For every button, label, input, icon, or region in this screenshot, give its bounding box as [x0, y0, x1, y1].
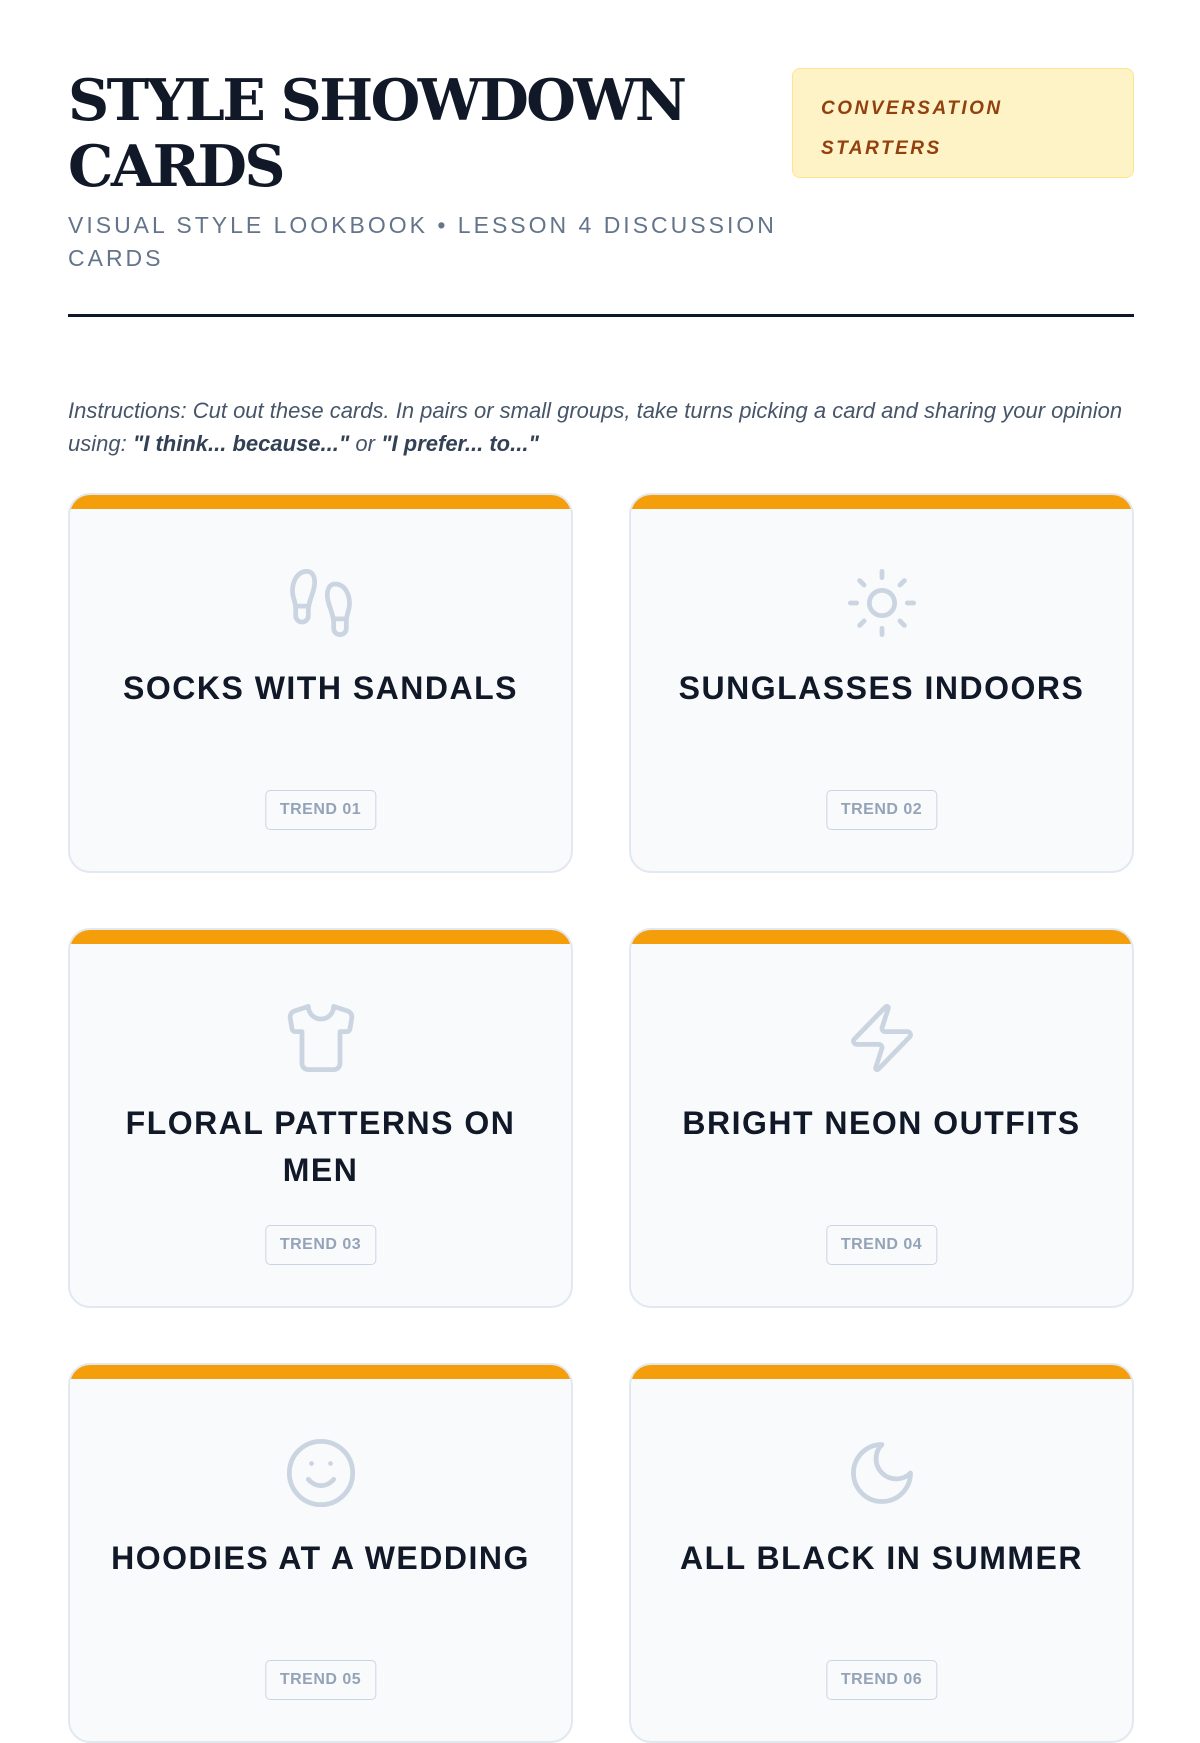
footprints-icon — [283, 565, 359, 641]
instructions-connector: or — [349, 431, 382, 456]
header-divider — [68, 314, 1134, 317]
trend-tag: TREND 05 — [265, 1660, 376, 1700]
page-subtitle: VISUAL STYLE LOOKBOOK • LESSON 4 DISCUSSION CARDS — [68, 212, 777, 271]
card-accent-bar — [70, 1365, 571, 1379]
trend-tag: TREND 03 — [265, 1225, 376, 1265]
trend-card-1 — [68, 493, 573, 873]
card-accent-bar — [631, 1365, 1132, 1379]
trend-card-6 — [629, 1363, 1134, 1743]
card-title: SUNGLASSES INDOORS — [678, 670, 1085, 706]
page-title: STYLE SHOWDOWN CARDS — [68, 67, 685, 200]
trend-tag: TREND 01 — [265, 790, 376, 830]
moon-icon — [844, 1435, 920, 1511]
card-accent-bar — [70, 930, 571, 944]
instructions-phrase-1: "I think... because..." — [132, 431, 350, 456]
instructions-text — [68, 394, 1148, 460]
trend-tag: TREND 02 — [826, 790, 937, 830]
card-accent-bar — [70, 495, 571, 509]
badge-label-line1: CONVERSATION — [821, 98, 1003, 119]
trend-card-5 — [68, 1363, 573, 1743]
sun-icon — [844, 565, 920, 641]
page-header — [68, 68, 1134, 318]
trend-card-2 — [629, 493, 1134, 873]
card-title: HOODIES AT A WEDDING — [111, 1540, 530, 1576]
card-title: ALL BLACK IN SUMMER — [680, 1540, 1083, 1576]
card-title: SOCKS WITH SANDALS — [123, 670, 518, 706]
instructions-prefix: Instructions: Cut out these cards. In pairs or small groups, take turns picking a card and sharing your opinion using: — [68, 398, 1123, 456]
trend-card-4 — [629, 928, 1134, 1308]
smiley-icon — [283, 1435, 359, 1511]
conversation-starters-badge — [792, 68, 1134, 178]
card-title: FLORAL PATTERNS ON MEN — [125, 1105, 516, 1188]
card-accent-bar — [631, 495, 1132, 509]
trend-tag: TREND 04 — [826, 1225, 937, 1265]
card-accent-bar — [631, 930, 1132, 944]
shirt-icon — [283, 1000, 359, 1076]
trend-card-3 — [68, 928, 573, 1308]
instructions-phrase-2: "I prefer... to..." — [381, 431, 539, 456]
trend-tag: TREND 06 — [826, 1660, 937, 1700]
badge-label-line2: STARTERS — [821, 138, 942, 159]
card-title: BRIGHT NEON OUTFITS — [682, 1105, 1081, 1141]
lightning-icon — [844, 1000, 920, 1076]
